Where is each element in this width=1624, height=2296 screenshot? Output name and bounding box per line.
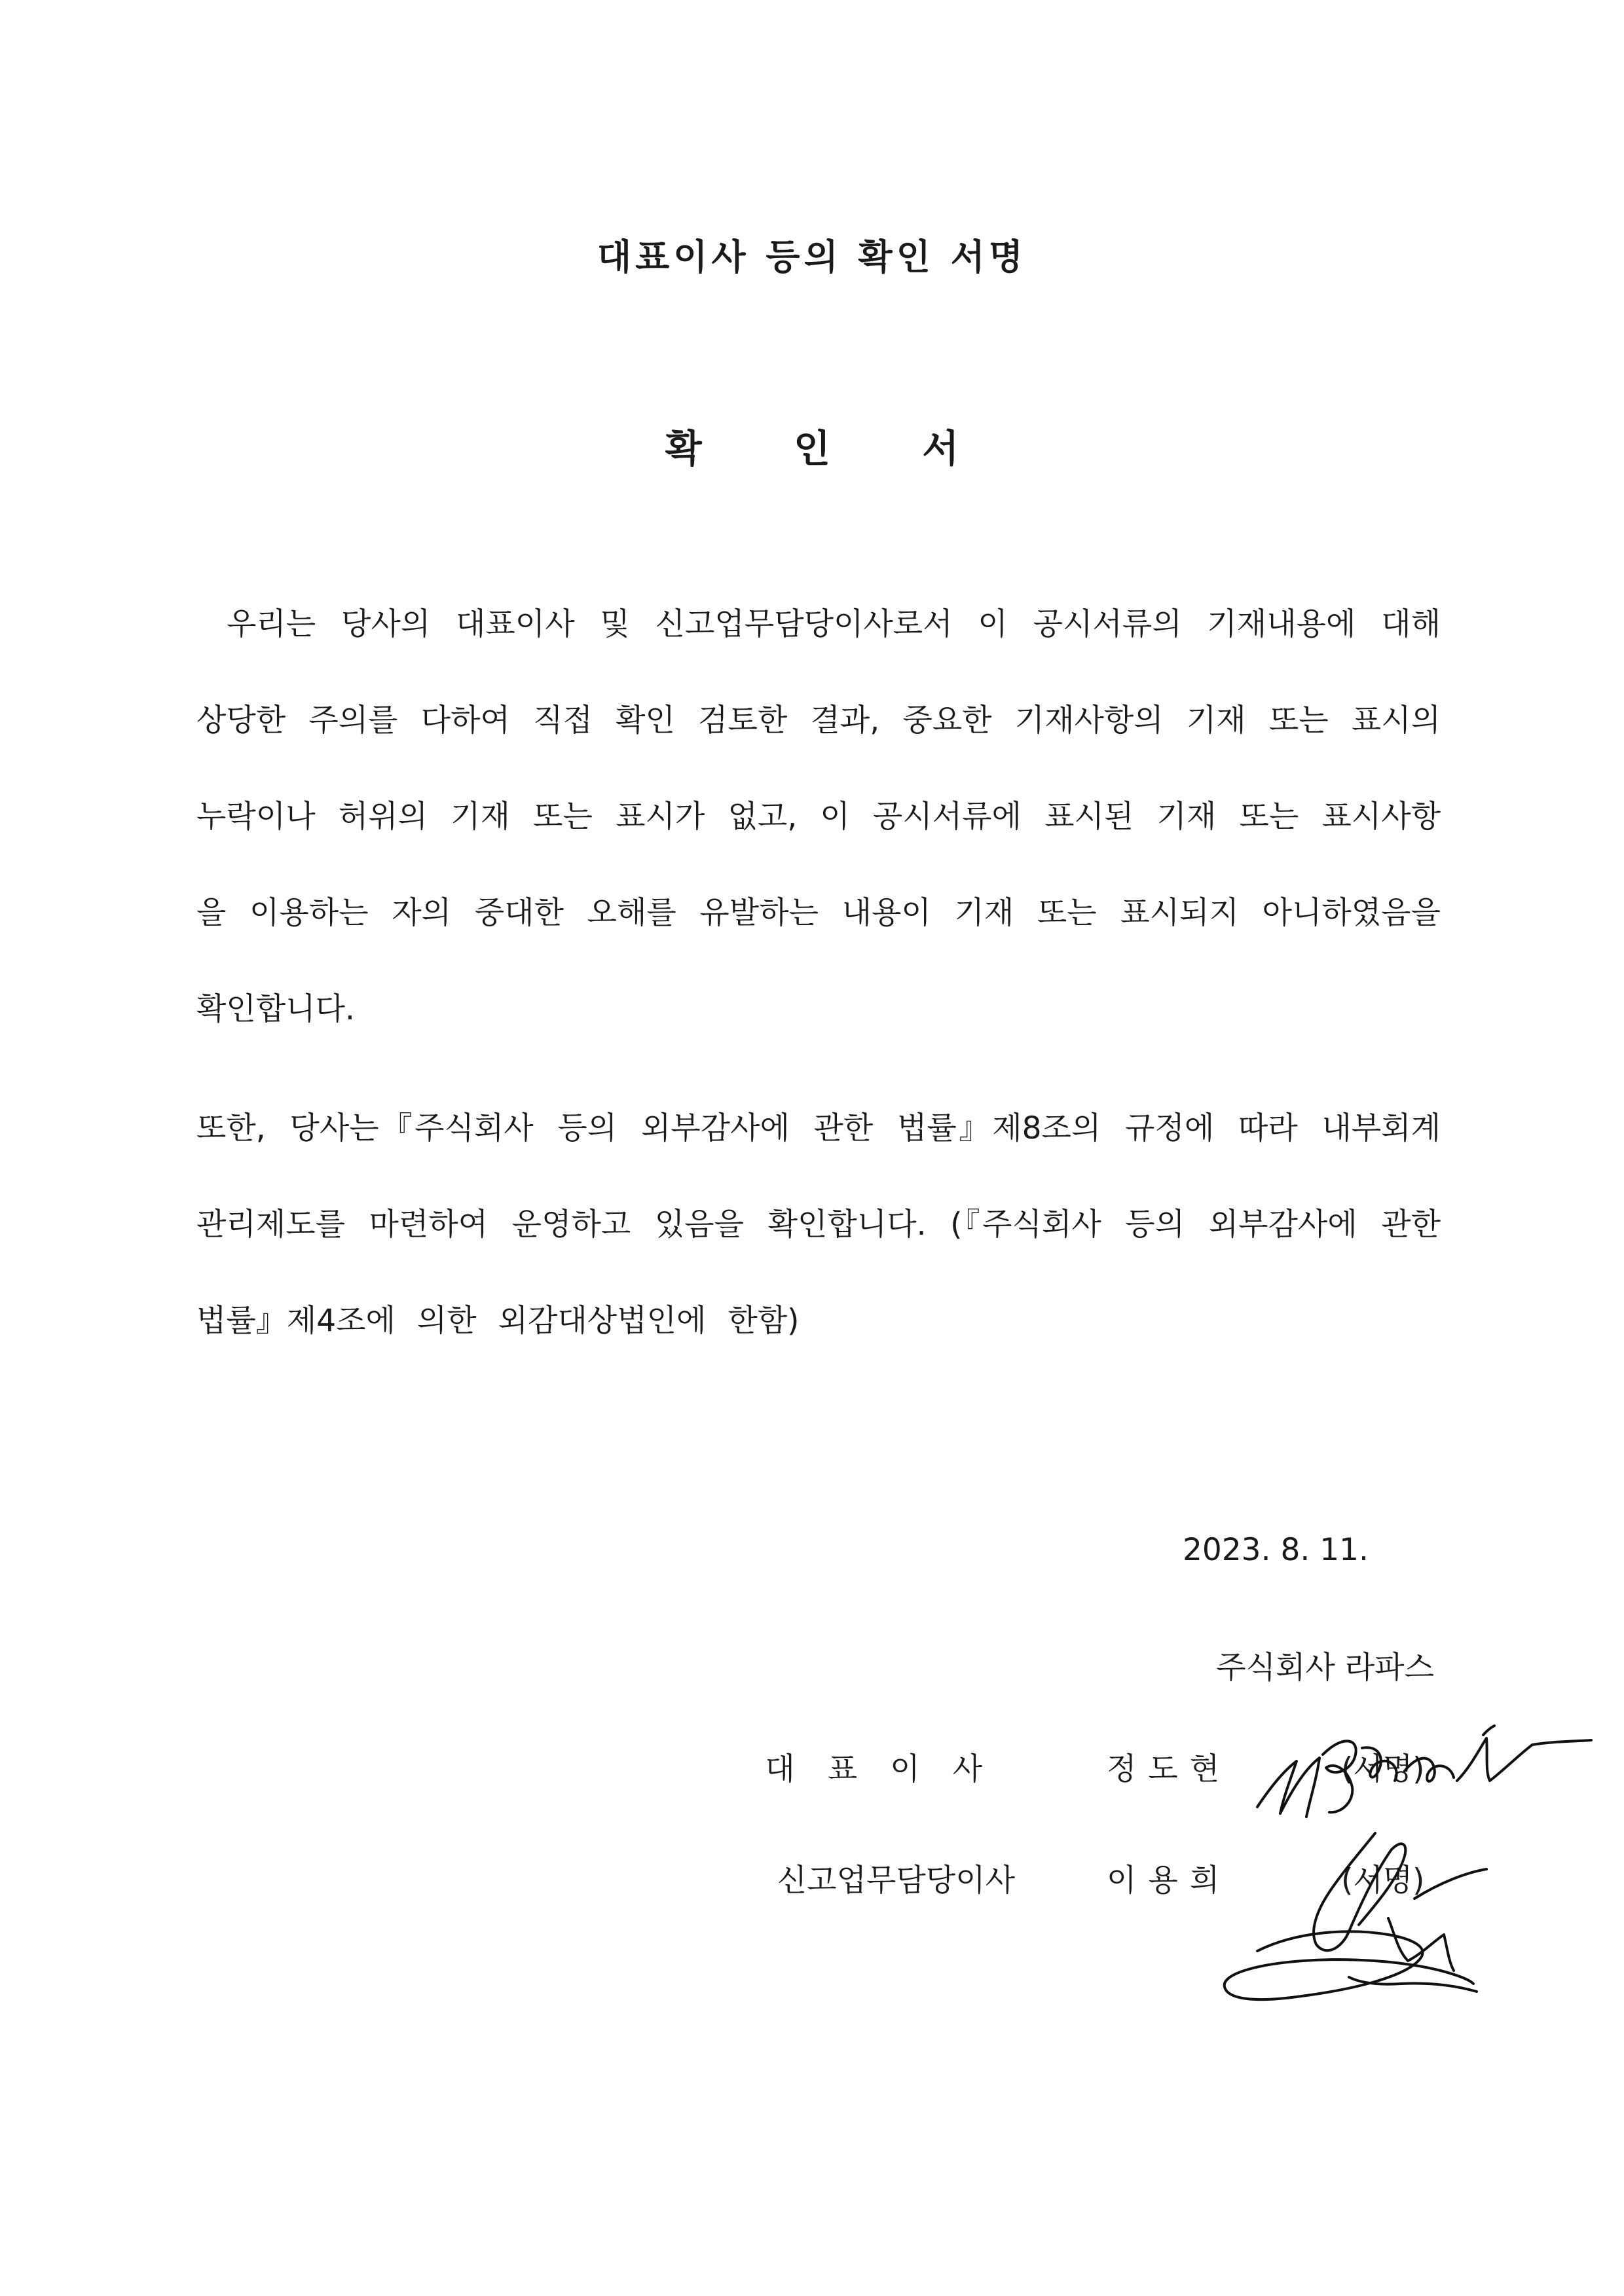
- internal-control-paragraph: 또한, 당사는『주식회사 등의 외부감사에 관한 법률』제8조의 규정에 따라 내부회계관리제도를 마련하여 운영하고 있음을 확인합니다. (『주식회사 등의 외부감사에 관한 법률』제4조에 의한 외감대상법인에 한함): [196, 1110, 1441, 1339]
- company-name: 주식회사 라파스: [1216, 1650, 1434, 1686]
- signer-role: 대표이사: [765, 1751, 1015, 1787]
- signer-disclosure-officer: [0, 1856, 1624, 1908]
- document-date: 2023. 8. 11.: [1182, 1532, 1369, 1568]
- signature-label: (서명): [1341, 1751, 1425, 1787]
- document-subtitle: 확 인 서: [665, 426, 999, 471]
- document-title: 대표이사 등의 확인 서명: [597, 236, 1027, 278]
- confirmation-paragraph: 우리는 당사의 대표이사 및 신고업무담당이사로서 이 공시서류의 기재내용에 대해 상당한 주의를 다하여 직접 확인 검토한 결과, 중요한 기재사항의 기재 또는 표시의 누락이나 허위의 기재 또는 표시가 없고, 이 공시서류에 표시된 기재 또는 표시사항을 이용하는 자의 중대한 오해를 유발하는 내용이 기재 또는 표시되지 아니하였음을 확인합니다.: [196, 606, 1441, 1027]
- signature-label: (서명): [1341, 1863, 1425, 1899]
- signer-name: 이용희: [1107, 1863, 1232, 1899]
- signer-name: 정도현: [1107, 1751, 1232, 1787]
- handwritten-signature-disclosure-officer: [1218, 1820, 1493, 2030]
- signer-ceo: [0, 1745, 1624, 1797]
- signer-role: 신고업무담당이사: [777, 1863, 1015, 1899]
